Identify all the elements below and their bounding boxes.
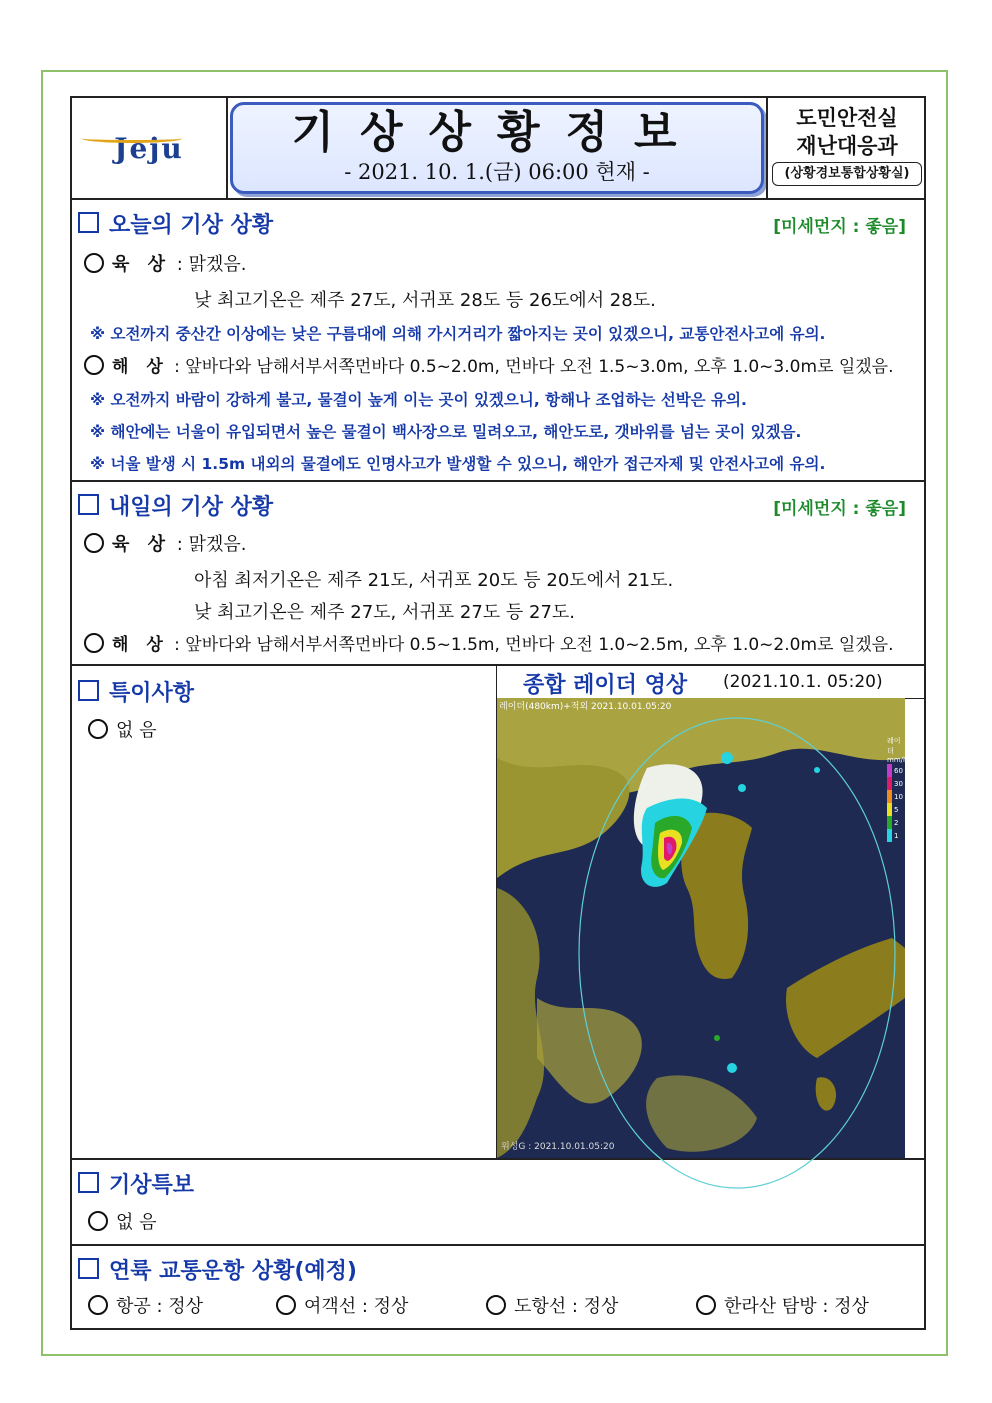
transport-title <box>78 1254 357 1285</box>
today-section <box>72 200 924 482</box>
transport-ferry <box>276 1292 408 1318</box>
legend-value: 1 <box>894 831 899 840</box>
legend-unit: mm/h <box>887 756 908 764</box>
today-title <box>78 208 273 239</box>
special-item <box>88 716 157 742</box>
legend-item <box>887 790 903 803</box>
legend-item <box>887 777 903 790</box>
today-dust: [미세먼지 : 좋음] <box>773 217 906 237</box>
today-note1: ※ 오전까지 중산간 이상에는 낮은 구름대에 의해 가시거리가 짧아지는 곳이 있겠으니, 교통안전사고에 유의. <box>90 325 826 343</box>
warning-title <box>78 1168 194 1199</box>
report-header <box>72 98 924 200</box>
logo-swoosh-icon <box>82 134 182 143</box>
circle-bullet-icon <box>88 1211 108 1231</box>
tomorrow-land-label: 육 상 <box>112 534 172 555</box>
tomorrow-land-text1: : 맑겠음. <box>176 534 247 555</box>
warning-title-text: 기상특보 <box>109 1173 195 1198</box>
title-box <box>230 102 764 194</box>
division-name: 재난대응과 <box>796 134 898 158</box>
jeju-logo <box>72 98 228 198</box>
checkbox-icon <box>78 680 99 701</box>
transport-section <box>72 1246 924 1328</box>
tomorrow-land-row <box>84 530 246 556</box>
legend-value: 10 <box>894 792 903 801</box>
circle-bullet-icon <box>88 719 108 739</box>
legend-items <box>887 764 903 842</box>
special-item-text: 없 음 <box>116 720 157 741</box>
today-sea-row <box>84 352 894 377</box>
warning-section <box>72 1160 924 1246</box>
legend-value: 5 <box>894 805 899 814</box>
legend-item <box>887 816 903 829</box>
radar-map-graphic <box>497 698 908 1158</box>
radar-image-footer: 위성G : 2021.10.01.05:20 <box>501 1142 615 1152</box>
radar-legend <box>887 736 908 842</box>
jeju-logo-text: Jeju <box>114 131 184 165</box>
tomorrow-title <box>78 490 273 521</box>
checkbox-icon <box>78 1172 99 1193</box>
legend-swatch <box>887 803 892 816</box>
today-land-text1: : 맑겠음. <box>176 254 247 275</box>
circle-bullet-icon <box>84 533 104 553</box>
tomorrow-section <box>72 482 924 666</box>
transport-ferry-text: 여객선 : 정상 <box>304 1296 409 1317</box>
circle-bullet-icon <box>84 355 104 375</box>
special-title-text: 특이사항 <box>109 681 195 706</box>
legend-swatch <box>887 816 892 829</box>
radar-header <box>496 666 925 699</box>
today-title-text: 오늘의 기상 상황 <box>109 213 274 238</box>
today-sea-text: : 앞바다와 남해서부서쪽먼바다 0.5~2.0m, 먼바다 오전 1.5~3.0m, 오후 1.0~3.0m로 일겠음. <box>174 357 894 377</box>
transport-title-text: 연륙 교통운항 상황(예정) <box>109 1259 357 1284</box>
today-note3: ※ 해안에는 너울이 유입되면서 높은 물결이 백사장으로 밀려오고, 해안도로, 갯바위를 넘는 곳이 있겠음. <box>90 423 802 441</box>
legend-swatch <box>887 777 892 790</box>
transport-hallasan <box>696 1292 869 1318</box>
checkbox-icon <box>78 494 99 515</box>
report-date: - 2021. 10. 1.(금) 06:00 현재 - <box>344 160 650 184</box>
circle-bullet-icon <box>84 633 104 653</box>
tomorrow-sea-row <box>84 630 894 655</box>
legend-item <box>887 764 903 777</box>
checkbox-icon <box>78 212 99 233</box>
tomorrow-sea-text: : 앞바다와 남해서부서쪽먼바다 0.5~1.5m, 먼바다 오전 1.0~2.5m, 오후 1.0~2.0m로 일겠음. <box>174 635 894 655</box>
special-radar-section <box>72 666 924 1160</box>
radar-time: (2021.10.1. 05:20) <box>723 672 883 692</box>
circle-bullet-icon <box>696 1295 716 1315</box>
circle-bullet-icon <box>276 1295 296 1315</box>
radar-title: 종합 레이더 영상 <box>523 673 688 698</box>
tomorrow-title-text: 내일의 기상 상황 <box>109 495 274 520</box>
department-name: 도민안전실 <box>796 106 898 130</box>
transport-islandferry <box>486 1292 618 1318</box>
weather-report <box>70 96 926 1330</box>
tomorrow-dust: [미세먼지 : 좋음] <box>773 499 906 519</box>
today-note4: ※ 너울 발생 시 1.5m 내외의 물결에도 인명사고가 발생할 수 있으니, 해안가 접근자제 및 안전사고에 유의. <box>90 455 826 473</box>
today-note2: ※ 오전까지 바람이 강하게 불고, 물결이 높게 이는 곳이 있겠으니, 항해나 조업하는 선박은 유의. <box>90 391 747 409</box>
legend-item <box>887 829 903 842</box>
circle-bullet-icon <box>486 1295 506 1315</box>
circle-bullet-icon <box>88 1295 108 1315</box>
today-sea-label: 해 상 <box>112 357 169 377</box>
radar-satellite-image <box>496 698 908 1158</box>
tomorrow-land-text2: 아침 최저기온은 제주 21도, 서귀포 20도 등 20도에서 21도. <box>194 570 674 591</box>
legend-item <box>887 803 903 816</box>
warning-item <box>88 1208 157 1234</box>
special-title <box>78 676 194 707</box>
legend-title: 레이더 <box>887 737 901 755</box>
checkbox-icon <box>78 1258 99 1279</box>
transport-islandferry-text: 도항선 : 정상 <box>514 1296 619 1317</box>
legend-swatch <box>887 790 892 803</box>
legend-value: 2 <box>894 818 899 827</box>
legend-swatch <box>887 764 892 777</box>
radar-image-label: 레이더(480km)+적외 2021.10.01.05:20 <box>499 702 672 712</box>
report-title: 기상상황정보 <box>291 107 703 158</box>
legend-value: 30 <box>894 779 903 788</box>
office-name: (상황경보통합상황실) <box>772 162 922 186</box>
today-land-row <box>84 250 246 276</box>
legend-swatch <box>887 829 892 842</box>
today-land-text2: 낮 최고기온은 제주 27도, 서귀포 28도 등 26도에서 28도. <box>194 290 656 311</box>
department-block <box>766 98 926 198</box>
tomorrow-sea-label: 해 상 <box>112 635 169 655</box>
tomorrow-land-text3: 낮 최고기온은 제주 27도, 서귀포 27도 등 27도. <box>194 602 576 623</box>
warning-item-text: 없 음 <box>116 1212 157 1233</box>
circle-bullet-icon <box>84 253 104 273</box>
legend-value: 60 <box>894 766 903 775</box>
transport-hallasan-text: 한라산 탐방 : 정상 <box>724 1296 869 1317</box>
transport-air-text: 항공 : 정상 <box>116 1296 204 1317</box>
transport-air <box>88 1292 203 1318</box>
today-land-label: 육 상 <box>112 254 172 275</box>
